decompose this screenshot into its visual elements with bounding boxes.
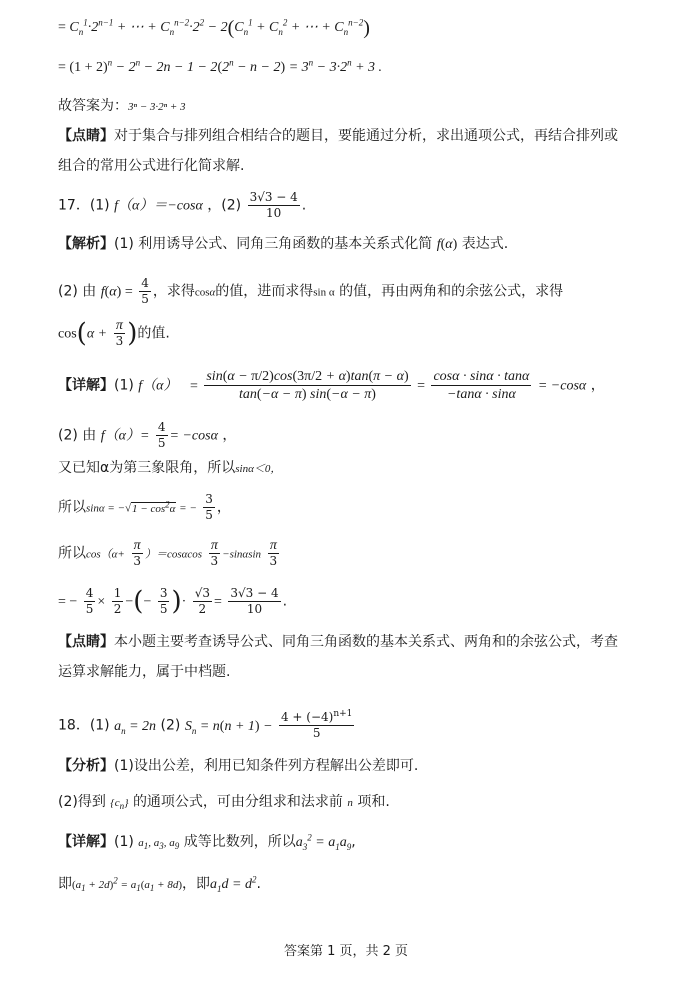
q17-answer-1: f（α）＝−cosα	[114, 198, 203, 214]
dianjing-tag: 【点睛】	[58, 128, 114, 144]
dianjing-1-line-a	[58, 126, 652, 146]
xiangjie-big-fraction: $\frac{\sin(\alpha - \pi/2)\cos(3\pi/2 + \alpha)\tan(\pi - \alpha)}{\tan(-\alpha - \pi) \sin(-\alpha - \pi)}$	[206, 369, 409, 402]
dianjing-2-line-b: 运算求解能力，属于中档题.	[58, 664, 231, 680]
jiexi-tag: 【解析】	[58, 236, 114, 252]
dianjing-2-line-a: 【点睛】本小题主要考查诱导公式、同角三角函数的基本关系式、两角和的余弦公式，考查	[58, 634, 618, 650]
xiangjie-line-3: 又已知α为第三象限角，所以sinα＜0，	[58, 460, 282, 476]
answer-label: 故答案为：	[58, 98, 128, 114]
xiangjie-line-2: (2) 由 f（α）= $\frac{4}{5}$ = −cosα ，	[58, 420, 237, 450]
jiexi-line-b: (2) 由 f(α) = $\frac{4}{5}$ ，求得cosα的值，进而求得sin α 的值，再由两角和的余弦公式，求得	[58, 276, 564, 306]
q17-number: 17．(1)	[58, 197, 110, 214]
xiangjie-line-6: = − $\frac{4}{5}$ × $\frac{1}{2}$ −(− $\frac{3}{5}$ )· $\frac{√3}{2}$ = $\frac{3√3 - 4}{10}$ .	[58, 586, 288, 617]
derivation-line-2: = $(1 + 2)^n - 2^n - 2n - 1 - 2(2^n - n - 2) = 3^n - 3\cdot 2^n + 3$ .	[58, 57, 383, 75]
jiexi-line-c: cos(α + $\frac{\pi}{3}$ )的值.	[58, 318, 170, 349]
dianjing-tag-2: 【点睛】	[58, 634, 114, 650]
fenxi-line-b: (2)得到 $\{c_n\}$ 的通项公式，可由分组求和法求前 n 项和.	[58, 794, 390, 812]
q17-sep: ，(2)	[207, 197, 242, 214]
xiangjie-line-4: 所以$\sin\alpha = -√1 - \cos^2\alpha$ = − $\frac{3}{5}$ ，	[58, 492, 231, 522]
dianjing-1-line-b	[58, 156, 652, 176]
xiangjie-2-line-a: 【详解】(1) $a_1$, $a_3$, $a_9$ 成等比数列，所以$a_3^2 = a_1a_9$,	[58, 832, 356, 852]
fenxi-line-a: 【分析】(1)设出公差，利用已知条件列方程解出公差即可.	[58, 758, 419, 774]
xiangjie-tag: 【详解】	[58, 377, 114, 394]
q18-number: 18．(1)	[58, 717, 110, 734]
q17-answer-line: 17．(1) f（α）＝−cosα ，(2) $\frac{3√3 - 4}{10}$ .	[58, 190, 307, 220]
page-footer: 答案第 1 页，共 2 页	[283, 944, 409, 959]
xiangjie-line-1: 【详解】(1) f（α） = $\frac{\sin(\alpha - \pi/2)\cos(3\pi/2 + \alpha)\tan(\pi - \alpha)}{\tan(-\alpha - \pi) \sin(-\alpha - \pi)}$ = $\frac{\cos\alpha \cdot \sin\alpha \cdot \tan\alpha}{-\tan\alpha \cdot \sin\alpha}$ = −cosα ，	[58, 369, 605, 402]
xiangjie-line-5: 所以cos（α+ $\frac{\pi}{3}$ ）＝cosαcos $\frac{\pi}{3}$ −sinαsin $\frac{\pi}{3}$	[58, 538, 278, 568]
dianjing-1-text-a: 对于集合与排列组合相结合的题目，要能通过分析，求出通项公式，再结合排列或	[114, 128, 618, 144]
xiangjie-tag-2: 【详解】	[58, 834, 114, 850]
derivation-line-1: = $C_n^1\cdot 2^{n-1}$ + ⋯ + $C_n^{n-2}\cdot 2^2 - 2(C_n^1 + C_n^2$ + ⋯ + $C_n^{n-2}$)	[58, 17, 370, 39]
xiangjie-2-line-b: 即$(a_1 + 2d)^2 = a_1(a_1 + 8d)$，即$a_1d = d^2$.	[58, 874, 261, 894]
jiexi-line-a: 【解析】(1) 利用诱导公式、同角三角函数的基本关系式化简 f(α) 表达式.	[58, 236, 509, 252]
q17-answer-2-fraction: $\frac{3√3 - 4}{10}$	[249, 190, 298, 220]
jiexi-text-a: (1) 利用诱导公式、同角三角函数的基本关系式化简	[114, 236, 433, 252]
fenxi-tag: 【分析】	[58, 758, 114, 774]
answer-line	[58, 96, 652, 117]
q18-answer-line: 18．(1) $a_n = 2n$ (2) $S_n = n(n + 1)$ − $\frac{4 + (-4)^{n+1}}{5}$	[58, 709, 353, 740]
dianjing-1-text-b: 组合的常用公式进行化简求解.	[58, 158, 245, 174]
answer-value: 3ⁿ − 3·2ⁿ + 3	[128, 101, 186, 113]
